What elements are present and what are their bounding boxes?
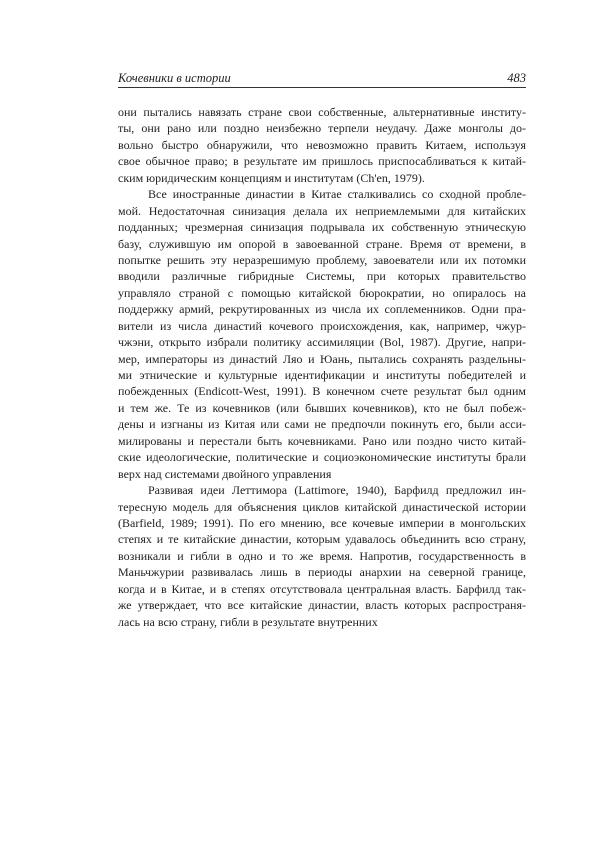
page-number: 483 [507,71,526,85]
text-line: и тем же. Те из кочевников (или бывших кочевников), кто не был побеж- [118,400,526,415]
text-line: вводили различные гибридные Системы, при которых правительство [118,269,526,284]
text-line: степях и те китайские династии, которым удавалось объединить всю страну, [118,532,526,547]
text-line: ми этнические и культурные идентификации и институты победителей и [118,368,526,382]
text-line: подданных; чрезмерная синизация подрывала их собственную этническую [118,220,526,235]
text-line: возникали и гибли в одно и то же время. Напротив, государственность в [118,548,526,563]
text-line: ские идеологические, политические и социоэкономические институты брали [118,450,526,465]
text-line: Все иностранные династии в Китае сталкивались со сходной пробле- [148,187,526,202]
text-line: верх над системами двойного управления [118,466,332,481]
running-header [118,70,526,88]
text-line: они пытались навязать стране свои собственные, альтернативные институ- [118,105,526,119]
text-line: Маньчжурии развивалась лишь в периоды анархии на северной границе, [118,565,526,580]
body-text [118,104,526,630]
text-line: тересную модель для объяснения циклов китайской династической истории [118,499,526,514]
text-line: лась на всю страну, гибли в результате внутренних [118,614,378,629]
text-line: попытке решить эту неразрешимую проблему, завоеватели или их потомки [118,252,526,267]
text-line: управляло страной с помощью китайской бюрократии, но опиралось на [118,285,526,300]
text-line: мой. Недостаточная синизация делала их неприемлемыми для китайских [118,203,526,218]
text-line: ты, они рано или поздно неизбежно терпели неудачу. Даже монголы до- [118,121,526,136]
text-line: вители из числа династий кочевого происхождения, как, например, чжур- [118,318,526,333]
text-line: поддержку армий, рекрутированных из числа их соплеменников. Одни пра- [118,302,526,317]
text-line: мер, императоры из династий Ляо и Юань, пытались сохранять раздельны- [118,351,526,366]
text-line: ским юридическим концепциям и институтам (Ch'en, 1979). [118,170,425,185]
text-line: вольно быстро обнаружили, что невозможно править Китаем, используя [118,137,526,152]
text-line: когда и в Китае, и в степях отсутствовала центральная власть. Барфилд так- [118,581,526,596]
text-line: же утверждает, что все китайские династии, власть которых распространя- [118,598,526,613]
text-line: побежденных (Endicott-West, 1991). В конечном счете результат был одним [118,384,526,399]
text-line: свое обычное право; в результате им пришлось приспосабливаться к китай- [118,154,526,169]
text-line: чжэни, открыто избрали политику ассимиляции (Bol, 1987). Другие, напри- [118,335,526,350]
running-title: Кочевники в истории [118,71,231,85]
text-line: дены и изгнаны из Китая или сами не предпочли покинуть его, были асси- [118,417,526,432]
text-line: милированы и перестали быть кочевниками. Рано или поздно чисто китай- [118,433,526,448]
text-line: (Barfield, 1989; 1991). По его мнению, все кочевые империи в монгольских [118,515,526,530]
text-line: базу, служившую им опорой в завоеванной стране. Время от времени, в [118,236,526,251]
text-line: Развивая идеи Леттимора (Lattimore, 1940), Барфилд предложил ин- [148,483,526,498]
